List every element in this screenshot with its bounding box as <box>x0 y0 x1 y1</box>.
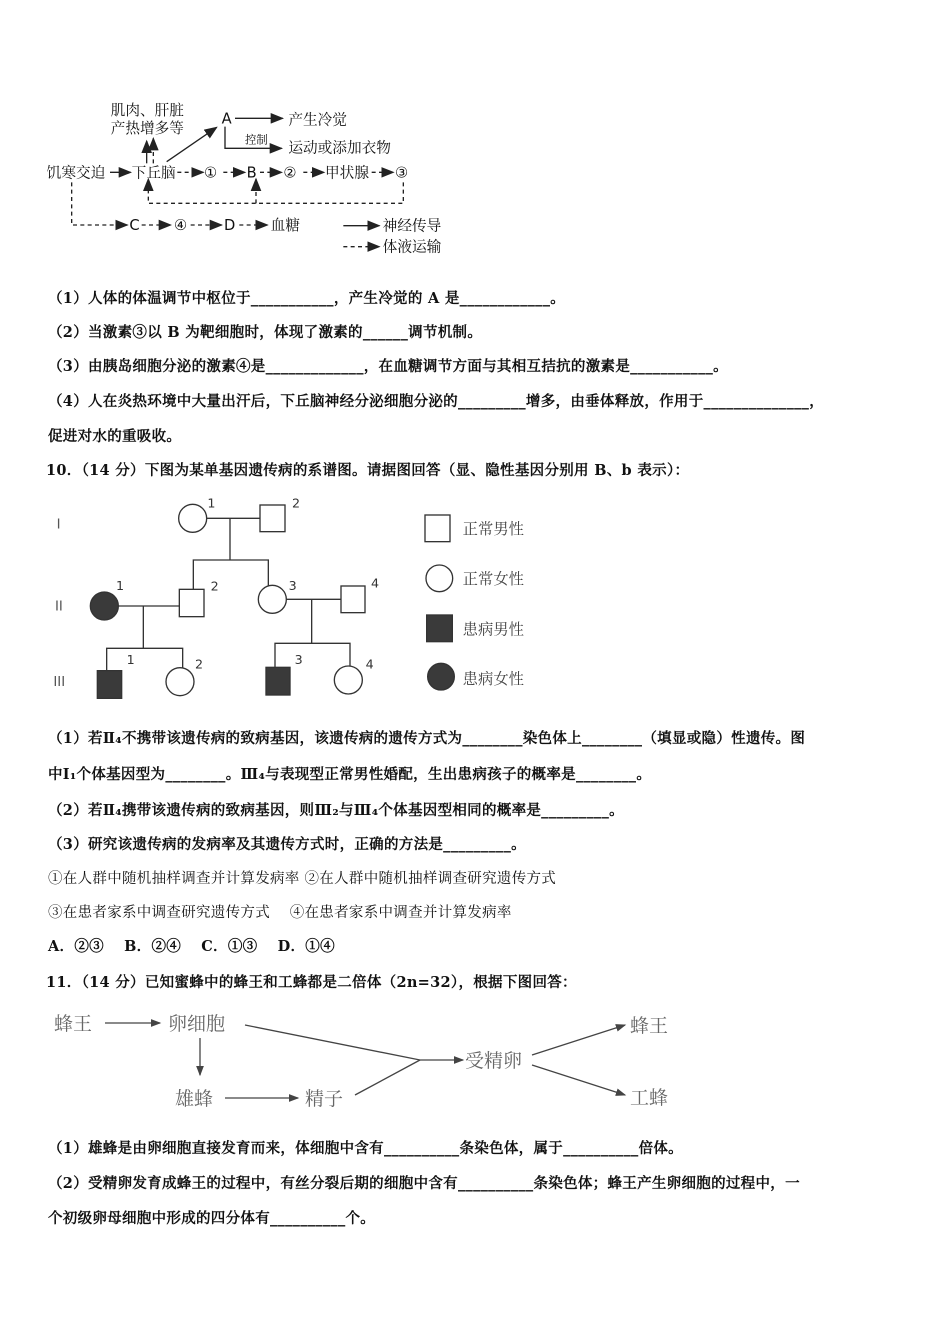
individual-II3 <box>258 585 286 613</box>
individual-III1 <box>97 671 121 699</box>
node-4: ④ <box>174 217 188 234</box>
q11-line-3: 个初级卵母细胞中形成的四分体有__________个。 <box>48 1210 376 1227</box>
q9-line-5: 促进对水的重吸收。 <box>48 428 182 445</box>
legend-normal-male: 正常男性 <box>462 520 524 538</box>
label-heat-increase: 产热增多等 <box>110 120 184 137</box>
q9-line-3: （3）由胰岛细胞分泌的激素④是_____________，在血糖调节方面与其相互拮抗的激素是___________。 <box>48 358 728 375</box>
label-muscle-liver: 肌肉、肝脏 <box>110 102 184 119</box>
legend-normal-female: 正常女性 <box>462 570 524 588</box>
q11-line-2: （2）受精卵发育成蜂王的过程中，有丝分裂后期的细胞中含有__________条染色体；蜂王产生卵细胞的过程中，一 <box>48 1175 800 1192</box>
node-blood-sugar: 血糖 <box>270 217 300 234</box>
individual-III3 <box>266 667 290 695</box>
number-label: 3 <box>294 652 303 667</box>
node-3: ③ <box>395 164 409 182</box>
label-behavior: 运动或添加衣物 <box>288 139 391 157</box>
bee-reproduction-diagram <box>40 1000 700 1120</box>
node-thyroid: 甲状腺 <box>325 164 369 182</box>
q9-line-1: （1）人体的体温调节中枢位于___________，产生冷觉的 A 是____________。 <box>48 290 566 307</box>
label-cold-hunger: 饥寒交迫 <box>46 164 106 182</box>
bee-drone: 雄蜂 <box>175 1088 214 1110</box>
bee-queen-offspring: 蜂王 <box>630 1015 669 1037</box>
q9-line-4: （4）人在炎热环境中大量出汗后，下丘脑神经分泌细胞分泌的_________增多，由垂体释放，作用于______________， <box>48 393 825 410</box>
gen-label-I: I <box>56 517 61 533</box>
node-B: B <box>246 164 257 182</box>
individual-II1 <box>90 592 118 620</box>
legend-affected-female-icon <box>428 663 455 690</box>
q11-header: 11．（14 分）已知蜜蜂中的蜂王和工蜂都是二倍体（2n=32），根据下图回答： <box>46 974 577 991</box>
number-label: 1 <box>207 495 216 511</box>
number-label: 4 <box>371 575 380 591</box>
thermoregulation-diagram <box>40 95 460 260</box>
node-D: D <box>224 217 236 234</box>
number-label: 1 <box>126 652 135 667</box>
legend-normal-male-icon <box>425 515 450 542</box>
number-label: 4 <box>365 656 374 672</box>
pedigree-chart <box>40 480 680 700</box>
q10-header: 10．（14 分）下图为某单基因遗传病的系谱图。请据图回答（显、隐性基因分别用 B、b 表示）： <box>46 462 690 479</box>
bee-zygote: 受精卵 <box>465 1050 523 1072</box>
legend-fluid: 体液运输 <box>382 238 442 256</box>
number-label: 1 <box>116 578 125 593</box>
bee-egg: 卵细胞 <box>168 1013 226 1035</box>
individual-III4 <box>334 666 362 694</box>
node-1: ① <box>204 164 218 182</box>
q11-line-1: （1）雄蜂是由卵细胞直接发育而来，体细胞中含有__________条染色体，属于__________倍体。 <box>48 1140 683 1157</box>
label-cold-sense: 产生冷觉 <box>288 111 347 129</box>
individual-II2 <box>179 589 204 616</box>
legend-affected-male: 患病男性 <box>462 620 524 639</box>
q10-choices: A．②③ B．②④ C．①③ D．①④ <box>48 938 335 955</box>
legend-normal-female-icon <box>426 565 453 592</box>
node-A: A <box>221 110 232 128</box>
number-label: 2 <box>195 656 204 672</box>
gen-label-II: II <box>55 599 63 615</box>
gen-label-III: III <box>53 675 66 690</box>
q10-line-1: （1）若Ⅱ₄不携带该遗传病的致病基因，该遗传病的遗传方式为________染色体上________（填显或隐）性遗传。图 <box>48 730 806 747</box>
q9-line-2: （2）当激素③以 B 为靶细胞时，体现了激素的______调节机制。 <box>48 324 483 341</box>
node-hypothalamus: 下丘脑 <box>131 164 176 182</box>
bee-queen: 蜂王 <box>54 1013 93 1035</box>
number-label: 3 <box>288 578 297 593</box>
node-C: C <box>129 217 140 234</box>
q10-option-line-1: ①在人群中随机抽样调查并计算发病率 ②在人群中随机抽样调查研究遗传方式 <box>48 871 557 887</box>
individual-I2 <box>260 505 285 532</box>
legend-affected-male-icon <box>427 615 453 642</box>
number-label: 2 <box>210 578 219 594</box>
legend-nerve: 神经传导 <box>382 217 442 235</box>
node-2: ② <box>283 164 297 182</box>
bee-worker: 工蜂 <box>630 1087 669 1109</box>
individual-I1 <box>179 504 207 532</box>
bee-sperm: 精子 <box>305 1088 344 1110</box>
individual-III2 <box>166 668 194 696</box>
q10-line-4: （3）研究该遗传病的发病率及其遗传方式时，正确的方法是_________。 <box>48 836 526 853</box>
number-label: 2 <box>292 495 301 511</box>
legend-affected-female: 患病女性 <box>462 670 524 688</box>
q10-line-2: 中Ⅰ₁个体基因型为________。Ⅲ₄与表现型正常男性婚配，生出患病孩子的概率是________。 <box>48 766 652 783</box>
individual-II4 <box>341 586 365 613</box>
q10-line-3: （2）若Ⅱ₄携带该遗传病的致病基因，则Ⅲ₂与Ⅲ₄个体基因型相同的概率是_________。 <box>48 802 624 819</box>
q10-option-line-2: ③在患者家系中调查研究遗传方式 ④在患者家系中调查并计算发病率 <box>48 905 512 921</box>
label-control: 控制 <box>245 132 268 147</box>
